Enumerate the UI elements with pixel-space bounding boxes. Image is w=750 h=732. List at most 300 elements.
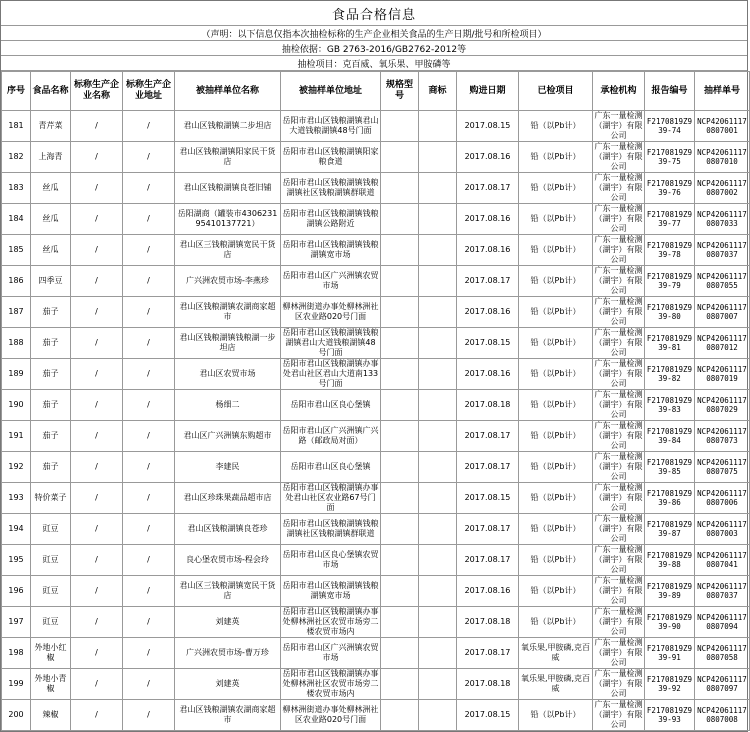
cell-spec [381,204,419,235]
disclaimer-notice: （声明：以下信息仅指本次抽检标称的生产企业相关食品的生产日期/批号和所检项目） [1,26,747,41]
header-row [2,72,750,111]
cell-tested-items: 铅（以Pb计） [519,235,593,266]
cell-manufacturer: / [71,638,123,669]
cell-sampled-address: 岳阳市君山区钱粮湖镇钱粮湖镇宽市场 [281,235,381,266]
header-manufacturer-address: 标称生产企业地址 [123,72,175,111]
header-tested-items: 已检项目 [519,72,593,111]
header-sample-no: 抽样单号 [695,72,750,111]
cell-purchase-date: 2017.08.16 [457,142,519,173]
cell-tested-items: 铅（以Pb计） [519,204,593,235]
cell-food-name: 四季豆 [31,266,71,297]
cell-report-no: F2170819Z939-76 [645,173,695,204]
cell-sampled-unit: 良心堡农贸市场-程会玲 [175,545,281,576]
table-row [2,235,750,266]
cell-tested-items: 铅（以Pb计） [519,328,593,359]
cell-lab: 广东一量检测（湖宇）有限公司 [594,359,643,388]
cell-report-no: F2170819Z939-91 [645,638,695,669]
cell-purchase-date: 2017.08.15 [457,700,519,731]
cell-sampled-unit: 君山区珍珠果蔬品超市店 [175,483,281,514]
cell-report-no: F2170819Z939-74 [645,111,695,142]
sheet-title: 食品合格信息 [1,1,747,26]
cell-sampled-address: 岳阳市君山区良心堡镇 [281,390,381,421]
cell-tested-items: 铅（以Pb计） [519,514,593,545]
cell-sample-no: NCP420611170807002 [695,173,750,204]
cell-tested-items: 铅（以Pb计） [519,452,593,483]
cell-sampled-address: 岳阳市君山区良心堡镇 [281,452,381,483]
cell-tested-items: 铅（以Pb计） [519,390,593,421]
cell-report-no: F2170819Z939-75 [645,142,695,173]
table-row [2,483,750,514]
cell-food-name: 茄子 [31,297,71,328]
table-row [2,545,750,576]
cell-manufacturer: / [71,297,123,328]
cell-purchase-date: 2017.08.16 [457,297,519,328]
cell-sampled-unit: 广兴洲农贸市场-李燕珍 [175,266,281,297]
cell-purchase-date: 2017.08.15 [457,111,519,142]
cell-manufacturer: / [71,669,123,700]
cell-no: 188 [2,328,31,359]
cell-manufacturer-address: / [123,390,175,421]
cell-lab: 广东一量检测（湖宇）有限公司 [594,111,643,140]
cell-report-no: F2170819Z939-93 [645,700,695,731]
cell-manufacturer: / [71,266,123,297]
cell-manufacturer-address: / [123,359,175,390]
cell-tested-items: 氧乐果,甲胺磷,克百威 [519,638,593,669]
cell-sample-no: NCP420611170807033 [695,204,750,235]
cell-no: 184 [2,204,31,235]
cell-sampled-unit: 君山区钱粮湖镇良苍旧铺 [175,173,281,204]
cell-food-name: 茄子 [31,421,71,452]
table-row [2,638,750,669]
cell-purchase-date: 2017.08.18 [457,669,519,700]
cell-manufacturer-address: / [123,142,175,173]
cell-manufacturer: / [71,142,123,173]
cell-lab: 广东一量检测（湖宇）有限公司 [594,545,643,574]
cell-purchase-date: 2017.08.17 [457,514,519,545]
cell-brand [419,235,457,266]
cell-food-name: 豇豆 [31,576,71,607]
cell-lab: 广东一量检测（湖宇）有限公司 [594,607,643,636]
cell-food-name: 外地小红椒 [31,638,71,669]
cell-sampled-address: 岳阳市君山区钱粮湖镇办事处柳林洲社区农贸市场旁二楼农贸市场内 [282,607,379,636]
cell-manufacturer-address: / [123,545,175,576]
cell-food-name: 丝瓜 [31,235,71,266]
table-row [2,266,750,297]
cell-brand [419,328,457,359]
inspection-basis: 抽检依据：GB 2763-2016/GB2762-2012等 [1,41,747,56]
cell-sample-no: NCP420611170807058 [695,638,750,669]
cell-spec [381,111,419,142]
cell-spec [381,142,419,173]
table-row [2,576,750,607]
cell-manufacturer-address: / [123,514,175,545]
cell-manufacturer-address: / [123,576,175,607]
cell-sampled-unit: 君山区三钱粮湖镇宽民干货店 [175,235,281,266]
cell-sample-no: NCP420611170807037 [695,235,750,266]
cell-spec [381,700,419,731]
cell-spec [381,328,419,359]
cell-sampled-unit: 君山区钱粮湖镇阳家民干货店 [175,142,281,173]
cell-no: 194 [2,514,31,545]
cell-manufacturer: / [71,576,123,607]
cell-purchase-date: 2017.08.15 [457,483,519,514]
cell-purchase-date: 2017.08.16 [457,204,519,235]
cell-sampled-address: 岳阳市君山区钱粮湖镇阳家粮食道 [281,142,381,173]
cell-manufacturer-address: / [123,111,175,142]
results-table [1,71,750,731]
cell-manufacturer-address: / [123,638,175,669]
cell-sampled-unit: 君山区钱粮湖镇钱粮湖一步坦店 [175,328,281,359]
cell-sampled-unit: 广兴洲农贸市场-曹万珍 [175,638,281,669]
cell-lab: 广东一量检测（湖宇）有限公司 [594,142,643,171]
cell-sampled-address: 岳阳市君山区广兴洲镇广兴路（邮政局对面） [281,421,381,452]
cell-tested-items: 铅（以Pb计） [519,576,593,607]
cell-tested-items: 铅（以Pb计） [519,359,593,390]
cell-tested-items: 铅（以Pb计） [519,111,593,142]
cell-lab: 广东一量检测（湖宇）有限公司 [594,576,643,605]
cell-purchase-date: 2017.08.15 [457,328,519,359]
cell-food-name: 辣椒 [31,700,71,731]
cell-manufacturer-address: / [123,235,175,266]
cell-sample-no: NCP420611170807055 [695,266,750,297]
cell-sampled-address: 岳阳市君山区钱粮湖镇钱粮湖镇宽市场 [281,576,381,607]
cell-sample-no: NCP420611170807097 [695,669,750,700]
table-row [2,607,750,638]
cell-brand [419,452,457,483]
cell-brand [419,700,457,731]
cell-manufacturer: / [71,483,123,514]
cell-brand [419,359,457,390]
cell-report-no: F2170819Z939-77 [645,204,695,235]
cell-sampled-unit: 君山区广兴洲镇东购超市 [175,421,281,452]
cell-purchase-date: 2017.08.17 [457,266,519,297]
table-body [2,111,750,731]
cell-lab: 广东一量检测（湖宇）有限公司 [594,421,643,450]
cell-report-no: F2170819Z939-86 [645,483,695,514]
cell-manufacturer: / [71,421,123,452]
cell-food-name: 茄子 [31,328,71,359]
cell-sampled-unit: 君山区钱粮湖镇农湖商家超市 [175,297,281,328]
cell-sample-no: NCP420611170807041 [695,545,750,576]
cell-tested-items: 铅（以Pb计） [519,483,593,514]
header-report-no: 报告编号 [645,72,695,111]
cell-lab: 广东一量检测（湖宇）有限公司 [594,235,643,264]
cell-spec [381,576,419,607]
cell-purchase-date: 2017.08.17 [457,638,519,669]
cell-food-name: 特价菜子 [31,483,71,514]
cell-brand [419,266,457,297]
cell-spec [381,266,419,297]
cell-purchase-date: 2017.08.16 [457,576,519,607]
cell-no: 186 [2,266,31,297]
cell-sampled-unit: 李建民 [175,452,281,483]
cell-no: 199 [2,669,31,700]
cell-sampled-unit: 刘建英 [175,669,281,700]
cell-sampled-unit: 君山区钱粮湖镇良苍珍 [175,514,281,545]
header-spec: 规格型号 [381,72,419,111]
cell-spec [381,173,419,204]
cell-manufacturer: / [71,545,123,576]
cell-food-name: 茄子 [31,452,71,483]
cell-spec [381,421,419,452]
cell-tested-items: 铅（以Pb计） [519,142,593,173]
cell-lab: 广东一量检测（湖宇）有限公司 [594,328,643,357]
cell-report-no: F2170819Z939-83 [645,390,695,421]
cell-sampled-address: 岳阳市君山区钱粮湖镇钱粮湖镇公路附近 [281,204,381,235]
cell-no: 183 [2,173,31,204]
cell-lab: 广东一量检测（湖宇）有限公司 [594,514,643,543]
cell-manufacturer: / [71,173,123,204]
cell-manufacturer: / [71,359,123,390]
cell-sample-no: NCP420611170807037 [695,576,750,607]
cell-food-name: 豇豆 [31,514,71,545]
cell-sample-no: NCP420611170807012 [695,328,750,359]
cell-report-no: F2170819Z939-80 [645,297,695,328]
cell-spec [381,359,419,390]
table-row [2,111,750,142]
cell-spec [381,297,419,328]
table-row [2,328,750,359]
cell-food-name: 茄子 [31,359,71,390]
cell-sampled-address: 岳阳市君山区广兴洲镇农贸市场 [281,266,381,297]
cell-tested-items: 铅（以Pb计） [519,545,593,576]
cell-tested-items: 铅（以Pb计） [519,297,593,328]
cell-report-no: F2170819Z939-78 [645,235,695,266]
cell-sample-no: NCP420611170807008 [695,700,750,731]
cell-sampled-address: 岳阳市君山区钱粮湖镇办事处君山社区君山大道南133号门面 [282,359,379,388]
cell-lab: 广东一量检测（湖宇）有限公司 [594,483,643,512]
cell-purchase-date: 2017.08.17 [457,421,519,452]
table-row [2,390,750,421]
cell-report-no: F2170819Z939-87 [645,514,695,545]
cell-manufacturer: / [71,390,123,421]
table-row [2,142,750,173]
cell-lab: 广东一量检测（湖宇）有限公司 [594,638,643,667]
cell-no: 189 [2,359,31,390]
header-sampled-unit: 被抽样单位名称 [175,72,281,111]
cell-sampled-address: 柳林洲街道办事处柳林洲社区农业路020号门面 [281,700,381,731]
cell-no: 198 [2,638,31,669]
header-food-name: 食品名称 [31,72,71,111]
cell-brand [419,421,457,452]
cell-brand [419,545,457,576]
cell-spec [381,514,419,545]
cell-sampled-address: 柳林洲街道办事处柳林洲社区农业路020号门面 [281,297,381,328]
cell-tested-items: 铅（以Pb计） [519,266,593,297]
cell-sample-no: NCP420611170807007 [695,297,750,328]
cell-lab: 广东一量检测（湖宇）有限公司 [594,452,643,481]
cell-brand [419,638,457,669]
cell-lab: 广东一量检测（湖宇）有限公司 [594,204,643,233]
table-row [2,173,750,204]
cell-brand [419,111,457,142]
header-brand: 商标 [419,72,457,111]
table-row [2,452,750,483]
cell-food-name: 外地小青椒 [31,669,71,700]
cell-sample-no: NCP420611170807001 [695,111,750,142]
cell-report-no: F2170819Z939-81 [645,328,695,359]
cell-sample-no: NCP420611170807006 [695,483,750,514]
cell-brand [419,669,457,700]
cell-brand [419,390,457,421]
cell-manufacturer: / [71,607,123,638]
cell-manufacturer: / [71,111,123,142]
cell-sampled-unit: 君山区钱粮湖镇农湖商家超市 [175,700,281,731]
cell-sample-no: NCP420611170807029 [695,390,750,421]
cell-food-name: 丝瓜 [31,204,71,235]
cell-brand [419,297,457,328]
cell-tested-items: 铅（以Pb计） [519,173,593,204]
cell-manufacturer: / [71,204,123,235]
cell-lab: 广东一量检测（湖宇）有限公司 [594,173,643,202]
cell-no: 190 [2,390,31,421]
cell-no: 191 [2,421,31,452]
cell-purchase-date: 2017.08.17 [457,452,519,483]
cell-report-no: F2170819Z939-89 [645,576,695,607]
cell-report-no: F2170819Z939-88 [645,545,695,576]
cell-sampled-unit: 杨细二 [175,390,281,421]
cell-sampled-address: 岳阳市君山区钱粮湖镇钱粮湖镇君山大道钱粮湖镇48号门面 [282,328,379,357]
cell-no: 187 [2,297,31,328]
cell-brand [419,142,457,173]
header-lab: 承检机构 [593,72,645,111]
cell-sample-no: NCP420611170807094 [695,607,750,638]
cell-sampled-address: 岳阳市君山区钱粮湖镇办事处君山社区农业路67号门面 [282,483,379,512]
cell-food-name: 茄子 [31,390,71,421]
cell-manufacturer-address: / [123,452,175,483]
header-no: 序号 [2,72,31,111]
cell-tested-items: 铅（以Pb计） [519,607,593,638]
cell-no: 185 [2,235,31,266]
cell-manufacturer-address: / [123,669,175,700]
table-row [2,514,750,545]
cell-purchase-date: 2017.08.16 [457,235,519,266]
cell-no: 196 [2,576,31,607]
cell-food-name: 豇豆 [31,545,71,576]
table-row [2,669,750,700]
cell-purchase-date: 2017.08.18 [457,390,519,421]
cell-sampled-address: 岳阳市君山区良心堡镇农贸市场 [281,545,381,576]
cell-no: 182 [2,142,31,173]
cell-sample-no: NCP420611170807010 [695,142,750,173]
table-row [2,700,750,731]
inspection-items: 抽检项目：克百威、氧乐果、甲胺磷等 [1,56,747,71]
cell-purchase-date: 2017.08.17 [457,545,519,576]
cell-no: 200 [2,700,31,731]
cell-report-no: F2170819Z939-84 [645,421,695,452]
cell-no: 195 [2,545,31,576]
cell-spec [381,669,419,700]
table-row [2,421,750,452]
cell-manufacturer: / [71,700,123,731]
cell-brand [419,514,457,545]
cell-manufacturer: / [71,452,123,483]
cell-sample-no: NCP420611170807003 [695,514,750,545]
cell-brand [419,576,457,607]
cell-report-no: F2170819Z939-82 [645,359,695,390]
cell-manufacturer-address: / [123,607,175,638]
cell-manufacturer-address: / [123,328,175,359]
cell-food-name: 丝瓜 [31,173,71,204]
table-row [2,297,750,328]
cell-spec [381,390,419,421]
cell-food-name: 上海青 [31,142,71,173]
cell-manufacturer-address: / [123,700,175,731]
cell-lab: 广东一量检测（湖宇）有限公司 [594,390,643,419]
cell-no: 197 [2,607,31,638]
cell-spec [381,235,419,266]
cell-purchase-date: 2017.08.16 [457,359,519,390]
cell-no: 181 [2,111,31,142]
cell-spec [381,607,419,638]
cell-spec [381,483,419,514]
cell-manufacturer-address: / [123,483,175,514]
cell-manufacturer-address: / [123,173,175,204]
cell-sampled-unit: 刘建英 [175,607,281,638]
cell-sampled-unit: 君山区钱粮湖镇二步坦店 [175,111,281,142]
cell-sample-no: NCP420611170807019 [695,359,750,390]
cell-manufacturer: / [71,235,123,266]
cell-manufacturer-address: / [123,297,175,328]
cell-food-name: 豇豆 [31,607,71,638]
cell-brand [419,607,457,638]
cell-manufacturer: / [71,328,123,359]
cell-sampled-unit: 岳阳湖商（罐装市430623195410137721） [175,204,281,235]
cell-manufacturer: / [71,514,123,545]
cell-manufacturer-address: / [123,266,175,297]
cell-sampled-address: 岳阳市君山区钱粮湖镇办事处柳林洲社区农贸市场旁二楼农贸市场内 [282,669,379,698]
cell-manufacturer-address: / [123,204,175,235]
cell-report-no: F2170819Z939-79 [645,266,695,297]
cell-purchase-date: 2017.08.17 [457,173,519,204]
cell-report-no: F2170819Z939-85 [645,452,695,483]
cell-manufacturer-address: / [123,421,175,452]
cell-tested-items: 铅（以Pb计） [519,700,593,731]
cell-brand [419,483,457,514]
cell-report-no: F2170819Z939-90 [645,607,695,638]
cell-sample-no: NCP420611170807073 [695,421,750,452]
cell-report-no: F2170819Z939-92 [645,669,695,700]
cell-sampled-address: 岳阳市君山区广兴洲镇农贸市场 [281,638,381,669]
cell-food-name: 青芹菜 [31,111,71,142]
cell-brand [419,173,457,204]
cell-lab: 广东一量检测（湖宇）有限公司 [594,297,643,326]
cell-sample-no: NCP420611170807075 [695,452,750,483]
header-sampled-address: 被抽样单位地址 [281,72,381,111]
cell-spec [381,638,419,669]
cell-sampled-unit: 君山区三钱粮湖镇宽民干货店 [175,576,281,607]
cell-sampled-address: 岳阳市君山区钱粮湖镇钱粮湖镇社区钱粮湖镇群联道 [281,514,381,545]
table-row [2,204,750,235]
cell-lab: 广东一量检测（湖宇）有限公司 [594,669,643,698]
header-manufacturer: 标称生产企业名称 [71,72,123,111]
cell-lab: 广东一量检测（湖宇）有限公司 [594,700,643,729]
cell-sampled-address: 岳阳市君山区钱粮湖镇钱粮湖镇社区钱粮湖镇群联道 [281,173,381,204]
cell-tested-items: 氧乐果,甲胺磷,克百威 [519,669,593,700]
header-purchase-date: 购进日期 [457,72,519,111]
cell-purchase-date: 2017.08.18 [457,607,519,638]
cell-no: 193 [2,483,31,514]
cell-spec [381,452,419,483]
cell-spec [381,545,419,576]
cell-tested-items: 铅（以Pb计） [519,421,593,452]
cell-lab: 广东一量检测（湖宇）有限公司 [594,266,643,295]
cell-sampled-address: 岳阳市君山区钱粮湖镇君山大道钱粮湖镇48号门面 [281,111,381,142]
cell-no: 192 [2,452,31,483]
table-row [2,359,750,390]
cell-sampled-unit: 君山区农贸市场 [175,359,281,390]
cell-brand [419,204,457,235]
